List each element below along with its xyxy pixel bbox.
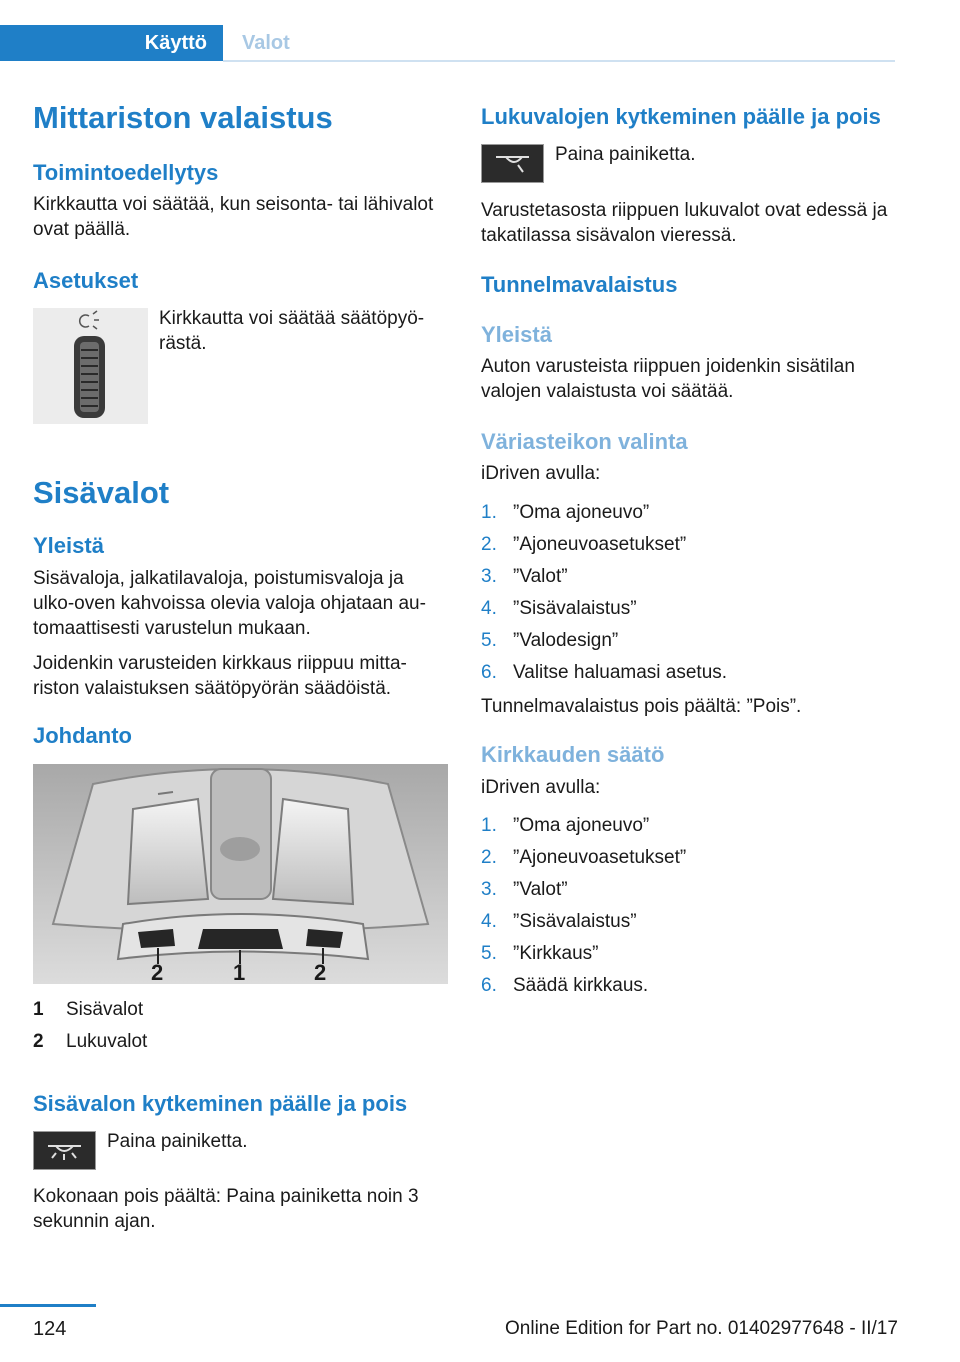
interior-light-button-image xyxy=(33,1131,96,1170)
heading-settings: Asetukset xyxy=(33,268,139,293)
heading-brightness: Kirkkauden säätö xyxy=(481,742,665,767)
settings-text: Kirkkautta voi säätää säätöpyö-rästä. xyxy=(159,308,425,354)
list-item: 6. Valitse haluamasi asetus. xyxy=(481,662,728,683)
list-item: 1. ”Oma ajoneuvo” xyxy=(481,815,650,836)
reading-light-button-image xyxy=(481,144,544,183)
heading-interior-switch: Sisävalon kytkeminen päälle ja pois xyxy=(33,1091,408,1116)
reading-lights-paragraph: Varustetasosta riippuen lukuvalot ovat edessä ja takatilassa sisävalon vieressä. xyxy=(481,200,888,246)
list-item: 2. ”Ajoneuvoasetukset” xyxy=(481,534,687,555)
color-intro: iDriven avulla: xyxy=(481,463,601,484)
ambient-off-text: Tunnelmavalaistus pois päältä: ”Pois”. xyxy=(481,696,802,717)
legend-row: 2 Lukuvalot xyxy=(33,1031,148,1052)
tab-valot[interactable]: Valot xyxy=(242,32,290,54)
ambient-general-text: Auton varusteista riippuen joidenkin sisätilan valojen valaistusta voi säätää. xyxy=(481,356,855,402)
heading-ambient-general: Yleistä xyxy=(481,322,552,347)
page-number: 124 xyxy=(33,1318,67,1340)
header-divider xyxy=(223,60,895,62)
list-item: 3. ”Valot” xyxy=(481,879,568,900)
legend-row: 1 Sisävalot xyxy=(33,999,144,1020)
list-item: 2. ”Ajoneuvoasetukset” xyxy=(481,847,687,868)
figure-label-2-left: 2 xyxy=(151,960,164,984)
tab-kaytto[interactable]: Käyttö xyxy=(0,25,223,61)
general-paragraph-2: Joidenkin varusteiden kirkkaus riippuu mitta-riston valaistuksen säätöpyörän säädöistä. xyxy=(33,653,407,699)
list-item: 5. ”Kirkkaus” xyxy=(481,943,599,964)
edition-text: Online Edition for Part no. 01402977648 - II/17 xyxy=(505,1318,898,1339)
prerequisite-text: Kirkkautta voi säätää, kun seisonta- tai lähivalot ovat päällä. xyxy=(33,194,434,240)
heading-reading-lights: Lukuvalojen kytkeminen päälle ja pois xyxy=(481,104,881,129)
heading-introduction: Johdanto xyxy=(33,723,132,748)
list-item: 4. ”Sisävalaistus” xyxy=(481,911,637,932)
figure-legend xyxy=(33,994,449,1058)
figure-label-1: 1 xyxy=(233,960,246,984)
section-title-dashboard-lighting: Mittariston valaistus xyxy=(33,100,333,135)
interior-off-text: Kokonaan pois päältä: Paina painiketta noin 3 sekunnin ajan. xyxy=(33,1186,419,1232)
general-paragraph-1: Sisävaloja, jalkatilavaloja, poistumisvaloja ja ulko-oven kahvoissa olevia valoja ohjataan au-tomaattisesti varustelun mukaan. xyxy=(33,568,426,639)
section-title-interior-lights: Sisävalot xyxy=(33,475,170,510)
ceiling-console-figure xyxy=(33,764,448,984)
list-item: 3. ”Valot” xyxy=(481,566,568,587)
list-item: 5. ”Valodesign” xyxy=(481,630,619,651)
interior-light-icon xyxy=(34,1132,95,1169)
thumbwheel-image xyxy=(33,308,148,424)
color-steps-list xyxy=(481,497,901,689)
interior-switch-text: Paina painiketta. xyxy=(107,1131,248,1152)
list-item: 4. ”Sisävalaistus” xyxy=(481,598,637,619)
heading-general: Yleistä xyxy=(33,533,104,558)
heading-color-selection: Väriasteikon valinta xyxy=(481,429,688,454)
list-item: 1. ”Oma ajoneuvo” xyxy=(481,502,650,523)
dashboard-light-icon xyxy=(80,311,99,329)
brightness-steps-list xyxy=(481,810,901,1002)
reading-switch-text: Paina painiketta. xyxy=(555,144,696,165)
list-item: 6. Säädä kirkkaus. xyxy=(481,975,649,996)
figure-label-2-right: 2 xyxy=(314,960,327,984)
thumbwheel-illustration xyxy=(33,308,148,424)
reading-light-icon xyxy=(482,145,543,182)
brightness-intro: iDriven avulla: xyxy=(481,777,601,798)
footer-divider xyxy=(0,1304,96,1307)
heading-ambient-lighting: Tunnelmavalaistus xyxy=(481,272,678,297)
ceiling-console-illustration xyxy=(33,764,448,984)
heading-prerequisite: Toimintoedellytys xyxy=(33,160,219,185)
